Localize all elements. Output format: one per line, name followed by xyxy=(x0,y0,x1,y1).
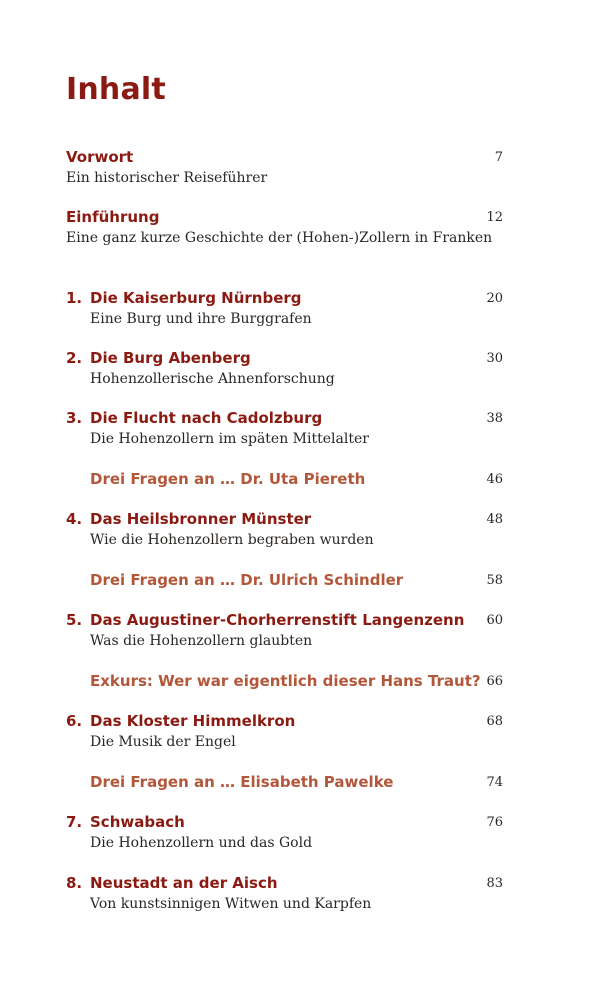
toc-entry-heading: Die Burg Abenberg xyxy=(90,349,251,367)
toc-page-number: 58 xyxy=(486,573,503,588)
toc-entry-heading: Exkurs: Wer war eigentlich dieser Hans Traut? xyxy=(90,672,481,690)
toc-entry-subtitle: Was die Hohenzollern glaubten xyxy=(90,633,313,649)
toc-entry-subtitle: Eine Burg und ihre Burggrafen xyxy=(90,311,312,327)
chapter-number: 8. xyxy=(66,874,83,892)
page-title: Inhalt xyxy=(66,72,166,107)
toc-entry-interview-schindler[interactable] xyxy=(0,570,590,614)
toc-entry-heading: Das Kloster Himmelkron xyxy=(90,712,296,730)
toc-entry-chapter-1[interactable] xyxy=(0,288,590,332)
toc-entry-subtitle: Die Musik der Engel xyxy=(90,734,236,750)
toc-entry-heading: Vorwort xyxy=(66,148,134,166)
toc-entry-vorwort[interactable] xyxy=(0,147,590,191)
toc-entry-chapter-4[interactable] xyxy=(0,509,590,553)
chapter-number: 2. xyxy=(66,349,83,367)
toc-entry-chapter-7[interactable] xyxy=(0,812,590,856)
chapter-number: 1. xyxy=(66,289,83,307)
toc-entry-heading: Einführung xyxy=(66,208,160,226)
toc-entry-chapter-3[interactable] xyxy=(0,408,590,452)
toc-entry-chapter-2[interactable] xyxy=(0,348,590,392)
toc-entry-interview-pawelke[interactable] xyxy=(0,772,590,816)
toc-entry-subtitle: Hohenzollerische Ahnenforschung xyxy=(90,371,335,387)
toc-entry-subtitle: Ein historischer Reiseführer xyxy=(66,170,268,186)
chapter-number: 5. xyxy=(66,611,83,629)
toc-entry-chapter-8[interactable] xyxy=(0,873,590,917)
chapter-number: 4. xyxy=(66,510,83,528)
toc-page-number: 76 xyxy=(486,815,503,830)
toc-entry-heading: Das Heilsbronner Münster xyxy=(90,510,312,528)
toc-page-number: 30 xyxy=(486,351,503,366)
toc-entry-exkurs-hans-traut[interactable] xyxy=(0,671,590,715)
toc-entry-chapter-6[interactable] xyxy=(0,711,590,755)
toc-page-number: 46 xyxy=(486,472,503,487)
toc-page-number: 60 xyxy=(486,613,503,628)
toc-entry-heading: Die Flucht nach Cadolzburg xyxy=(90,409,323,427)
toc-page-number: 83 xyxy=(486,876,503,891)
toc-entry-chapter-5[interactable] xyxy=(0,610,590,654)
toc-entry-interview-piereth[interactable] xyxy=(0,469,590,513)
toc-page-number: 68 xyxy=(486,714,503,729)
toc-entry-subtitle: Wie die Hohenzollern begraben wurden xyxy=(90,532,374,548)
toc-page-number: 66 xyxy=(486,674,503,689)
toc-entry-subtitle: Eine ganz kurze Geschichte der (Hohen-)Zollern in Franken xyxy=(66,230,493,246)
toc-page-number: 7 xyxy=(494,150,503,165)
toc-entry-heading: Drei Fragen an … Elisabeth Pawelke xyxy=(90,773,394,791)
toc-entry-heading: Das Augustiner-Chorherrenstift Langenzenn xyxy=(90,611,465,629)
toc-page-number: 20 xyxy=(486,291,503,306)
toc-page-number: 48 xyxy=(486,512,503,527)
toc-entry-heading: Drei Fragen an … Dr. Uta Piereth xyxy=(90,470,366,488)
chapter-number: 3. xyxy=(66,409,83,427)
toc-entry-subtitle: Von kunstsinnigen Witwen und Karpfen xyxy=(90,896,372,912)
toc-entry-heading: Neustadt an der Aisch xyxy=(90,874,278,892)
toc-page-number: 38 xyxy=(486,411,503,426)
toc-entry-einfuehrung[interactable] xyxy=(0,207,590,251)
chapter-number: 6. xyxy=(66,712,83,730)
chapter-number: 7. xyxy=(66,813,83,831)
toc-entry-heading: Die Kaiserburg Nürnberg xyxy=(90,289,302,307)
toc-entry-subtitle: Die Hohenzollern und das Gold xyxy=(90,835,313,851)
toc-entry-subtitle: Die Hohenzollern im späten Mittelalter xyxy=(90,431,369,447)
toc-entry-heading: Schwabach xyxy=(90,813,185,831)
toc-page-number: 12 xyxy=(486,210,503,225)
toc-page-number: 74 xyxy=(486,775,503,790)
toc-entry-heading: Drei Fragen an … Dr. Ulrich Schindler xyxy=(90,571,404,589)
